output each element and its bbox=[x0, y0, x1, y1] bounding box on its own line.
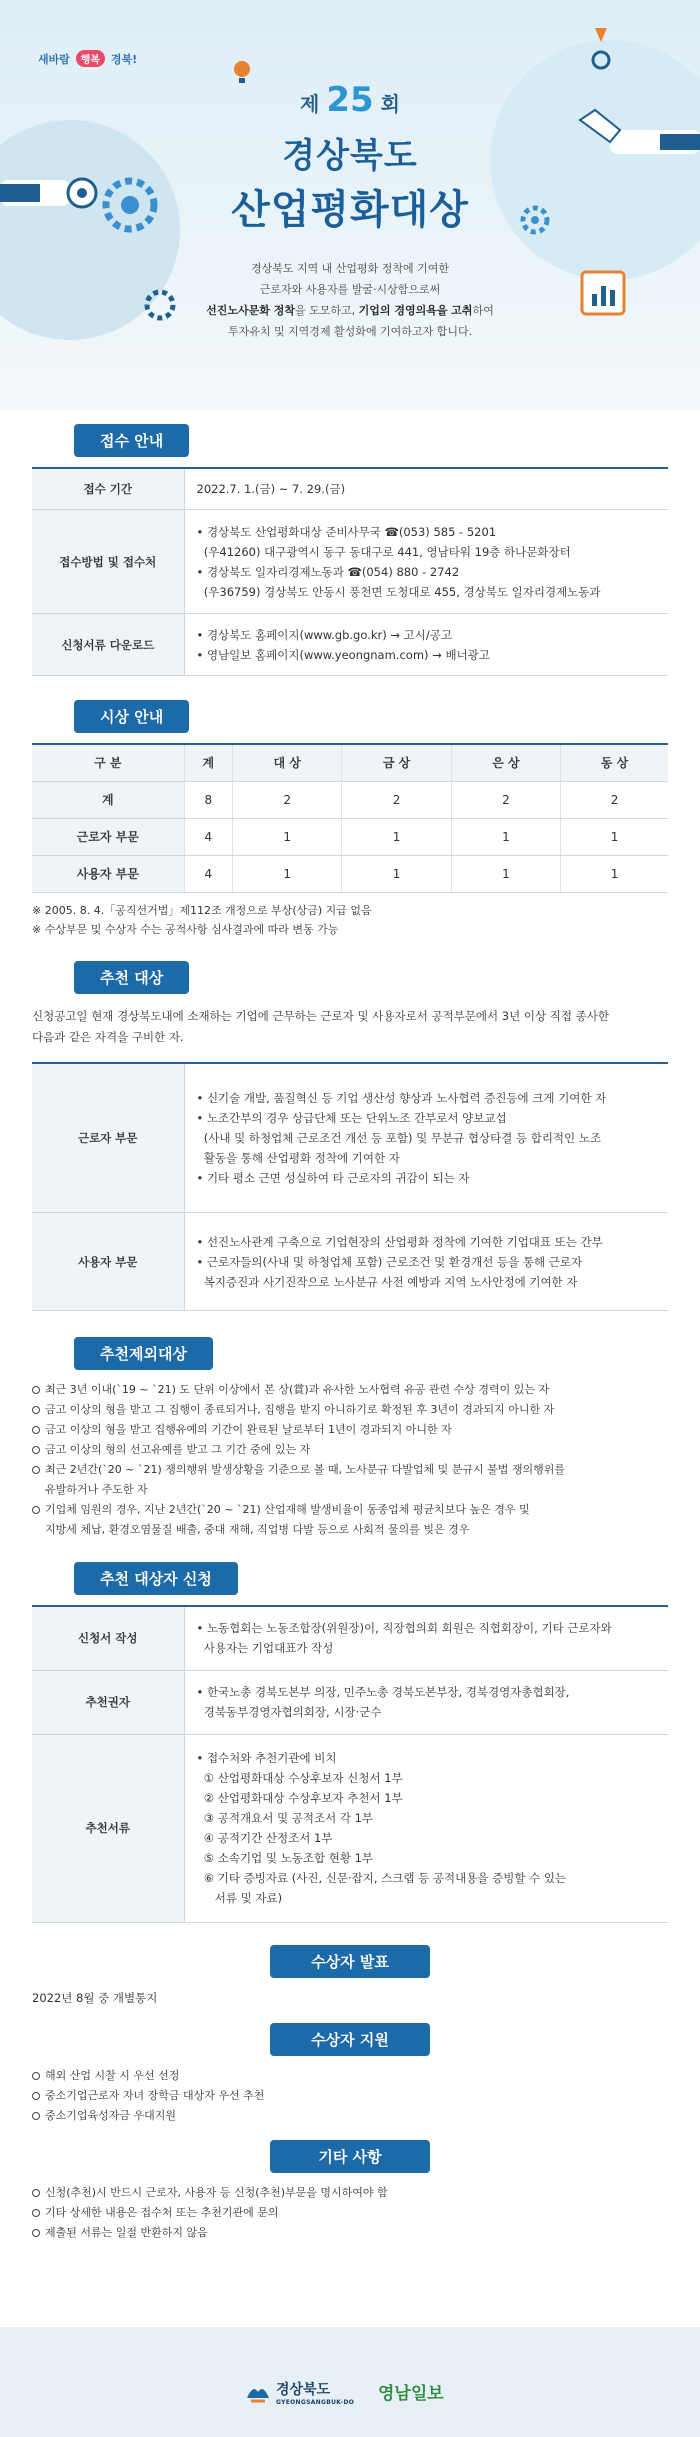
slogan-logo bbox=[38, 50, 137, 67]
table-cell: 1 bbox=[233, 855, 342, 892]
section-title: 기타 사항 bbox=[270, 2140, 430, 2173]
apply-table bbox=[32, 1605, 668, 1923]
table-cell: 2 bbox=[561, 781, 668, 818]
table-cell: 1 bbox=[233, 818, 342, 855]
col-header: 금 상 bbox=[342, 744, 451, 781]
row-label: 계 bbox=[32, 781, 184, 818]
table-cell: 1 bbox=[561, 818, 668, 855]
intro-text bbox=[0, 258, 700, 342]
section-title: 수상자 발표 bbox=[270, 1945, 430, 1978]
reception-section bbox=[0, 424, 700, 676]
row-value bbox=[184, 1734, 668, 1922]
col-header: 구 분 bbox=[32, 744, 184, 781]
value-line: • 경상북도 산업평화대상 준비사무국 ☎(053) 585 - 5201 bbox=[196, 524, 497, 539]
row-label: 접수 기간 bbox=[32, 468, 184, 510]
eligible-intro bbox=[32, 1006, 668, 1048]
value-line: 2022.7. 1.(금) ~ 7. 29.(금) bbox=[196, 482, 346, 496]
edition-post: 회 bbox=[380, 92, 400, 116]
value-line: • 선진노사관계 구축으로 기업현장의 산업평화 정착에 기여한 기업대표 또는 간부 bbox=[196, 1234, 603, 1249]
row-value bbox=[184, 1213, 668, 1311]
table-cell: 2 bbox=[233, 781, 342, 818]
intro-line: 신청공고일 현재 경상북도내에 소재하는 기업에 근무하는 근로자 및 사용자로서 공적부문에서 3년 이상 직접 종사한 bbox=[32, 1008, 609, 1023]
list-item: 신청(추천)시 반드시 근로자, 사용자 등 신청(추천)부문을 명시하여야 함 bbox=[32, 2183, 668, 2203]
value-line: (사내 및 하청업체 근로조건 개선 등 포함) 및 무분규 협상타결 등 합리적인 노조 bbox=[196, 1130, 602, 1145]
intro-line: 다음과 같은 자격을 구비한 자. bbox=[32, 1029, 184, 1044]
value-line: • 경상북도 홈페이지(www.gb.go.kr) → 고시/공고 bbox=[196, 627, 452, 642]
value-line: 경북동부경영자협의회장, 시장·군수 bbox=[196, 1705, 382, 1719]
table-cell: 1 bbox=[342, 818, 451, 855]
value-line: • 노동협회는 노동조합장(위원장)이, 직장협의회 회원은 직협회장이, 기타 근로자와 bbox=[196, 1621, 612, 1636]
value-line: ⑤ 소속기업 및 노동조합 현황 1부 bbox=[196, 1851, 374, 1865]
row-label: 근로자 부문 bbox=[32, 1063, 184, 1213]
row-label: 근로자 부문 bbox=[32, 818, 184, 855]
value-line: • 기타 평소 근면 성실하여 타 근로자의 귀감이 되는 자 bbox=[196, 1170, 470, 1185]
table-row bbox=[32, 1063, 668, 1213]
excluded-list bbox=[32, 1380, 668, 1540]
value-line: • 경상북도 일자리경제노동과 ☎(054) 880 - 2742 bbox=[196, 564, 460, 579]
table-cell: 1 bbox=[561, 855, 668, 892]
value-line: • 영남일보 홈페이지(www.yeongnam.com) → 배너광고 bbox=[196, 647, 490, 662]
row-value bbox=[184, 1606, 668, 1670]
list-item: 금고 이상의 형을 받고 그 집행이 종료되거나, 집행을 받지 아니하기로 확정된 후 3년이 경과되지 아니한 자 bbox=[32, 1400, 668, 1420]
section-title: 추천제외대상 bbox=[74, 1337, 213, 1370]
slogan-pre: 새바람 bbox=[38, 53, 70, 66]
row-label: 신청서류 다운로드 bbox=[32, 614, 184, 676]
etc-section bbox=[0, 2140, 700, 2243]
table-cell: 2 bbox=[451, 781, 560, 818]
value-line: 활동을 통해 산업평화 정착에 기여한 자 bbox=[196, 1150, 400, 1165]
row-label: 사용자 부문 bbox=[32, 1213, 184, 1311]
edition-num: 25 bbox=[326, 80, 374, 120]
table-header-row bbox=[32, 744, 668, 781]
logo1-text: 경상북도 bbox=[276, 2382, 331, 2398]
title-line2: 산업평화대상 bbox=[231, 187, 469, 233]
section-title: 시상 안내 bbox=[74, 700, 189, 733]
value-line: ① 산업평화대상 수상후보자 신청서 1부 bbox=[196, 1771, 403, 1785]
list-item: 제출된 서류는 일절 반환하지 않음 bbox=[32, 2223, 668, 2243]
row-value bbox=[184, 510, 668, 614]
slogan-post: 경북! bbox=[110, 53, 138, 66]
value-line: • 접수처와 추천기관에 비치 bbox=[196, 1751, 337, 1765]
row-label: 사용자 부문 bbox=[32, 855, 184, 892]
yeongnam-logo bbox=[378, 2379, 444, 2404]
table-row bbox=[32, 1213, 668, 1311]
reception-table bbox=[32, 467, 668, 676]
note-line: ※ 수상부문 및 수상자 수는 공적사항 심사결과에 따라 변동 가능 bbox=[32, 922, 339, 936]
row-label: 추천서류 bbox=[32, 1734, 184, 1922]
value-line: ③ 공적개요서 및 공적조서 각 1부 bbox=[196, 1811, 374, 1825]
title-line1: 경상북도 bbox=[282, 136, 418, 176]
table-row bbox=[32, 614, 668, 676]
table-cell: 1 bbox=[451, 855, 560, 892]
col-header: 동 상 bbox=[561, 744, 668, 781]
list-item: 중소기업육성자금 우대지원 bbox=[32, 2106, 668, 2126]
col-header: 대 상 bbox=[233, 744, 342, 781]
table-row bbox=[32, 1670, 668, 1734]
intro-line-bold bbox=[0, 300, 700, 321]
list-item: 기업체 임원의 경우, 지난 2년간(`20 ~ `21) 산업재해 발생비율이 동종업체 평균치보다 높은 경우 및 지방세 체납, 환경오염물질 배출, 중대 재해, 직업병 다발 등으로 사회적 물의를 빚은 경우 bbox=[32, 1500, 668, 1540]
gyeongbuk-emblem-icon bbox=[245, 2382, 271, 2404]
table-row bbox=[32, 510, 668, 614]
row-value bbox=[184, 614, 668, 676]
table-row bbox=[32, 781, 668, 818]
support-list bbox=[32, 2066, 668, 2126]
list-item: 해외 산업 시찰 시 우선 선정 bbox=[32, 2066, 668, 2086]
table-row bbox=[32, 855, 668, 892]
value-line: 서류 및 자료) bbox=[196, 1891, 283, 1905]
hero-banner bbox=[0, 0, 700, 410]
value-line: (우41260) 대구광역시 동구 동대구로 441, 영남타워 19층 하나문화장터 bbox=[196, 544, 571, 559]
value-line: 복지증진과 사기진작으로 노사분규 사전 예방과 지역 노사안정에 기여한 자 bbox=[196, 1274, 578, 1289]
row-value bbox=[184, 1670, 668, 1734]
intro-bold: 선진노사문화 정착 bbox=[206, 304, 296, 317]
slogan-heart: 행복 bbox=[76, 50, 105, 67]
support-section bbox=[0, 2023, 700, 2126]
intro-line: 투자유치 및 지역경제 활성화에 기여하고자 합니다. bbox=[227, 325, 473, 338]
note-line: ※ 2005. 8. 4.「공직선거법」제112조 개정으로 부상(상금) 지급 없음 bbox=[32, 903, 372, 917]
list-item: 금고 이상의 형의 선고유예를 받고 그 기간 중에 있는 자 bbox=[32, 1440, 668, 1460]
table-cell: 1 bbox=[342, 855, 451, 892]
edition-pre: 제 bbox=[300, 92, 320, 116]
section-title: 접수 안내 bbox=[74, 424, 189, 457]
section-title: 수상자 지원 bbox=[270, 2023, 430, 2056]
col-header: 계 bbox=[184, 744, 233, 781]
section-title: 추천 대상 bbox=[74, 961, 189, 994]
awards-table bbox=[32, 743, 668, 893]
list-item: 기타 상세한 내용은 접수처 또는 추천기관에 문의 bbox=[32, 2203, 668, 2223]
apply-section bbox=[0, 1562, 700, 1923]
row-label: 접수방법 및 접수처 bbox=[32, 510, 184, 614]
list-item: 최근 3년 이내(`19 ~ `21) 도 단위 이상에서 본 상(賞)과 유사한 노사협력 유공 관련 수상 경력이 있는 자 bbox=[32, 1380, 668, 1400]
intro-line: 경상북도 지역 내 산업평화 정착에 기여한 bbox=[250, 262, 450, 275]
logo2-text: 영남일보 bbox=[378, 2384, 444, 2404]
row-label: 추천권자 bbox=[32, 1670, 184, 1734]
list-item: 최근 2년간(`20 ~ `21) 쟁의행위 발생상황을 기준으로 볼 때, 노사분규 다발업체 및 분규시 불법 쟁의행위를 유발하거나 주도한 자 bbox=[32, 1460, 668, 1500]
table-cell: 4 bbox=[184, 818, 233, 855]
row-value bbox=[184, 1063, 668, 1213]
row-label: 신청서 작성 bbox=[32, 1606, 184, 1670]
intro-bold: 기업의 경영의욕을 고취 bbox=[358, 304, 473, 317]
table-row bbox=[32, 818, 668, 855]
list-item: 금고 이상의 형을 받고 집행유예의 기간이 완료된 날로부터 1년이 경과되지 아니한 자 bbox=[32, 1420, 668, 1440]
value-line: ⑥ 기타 증빙자료 (사진, 신문·잡지, 스크랩 등 공적내용을 증빙할 수 있는 bbox=[196, 1871, 567, 1885]
intro-mid: 을 도모하고, bbox=[295, 304, 356, 317]
table-row bbox=[32, 1734, 668, 1922]
etc-list bbox=[32, 2183, 668, 2243]
gyeongbuk-logo bbox=[245, 2379, 354, 2406]
announce-section bbox=[0, 1945, 700, 2009]
table-row bbox=[32, 468, 668, 510]
value-line: (우36759) 경상북도 안동시 풍천면 도청대로 455, 경상북도 일자리경제노동과 bbox=[196, 584, 601, 599]
value-line: 사용자는 기업대표가 작성 bbox=[196, 1641, 334, 1656]
value-line: • 한국노총 경북도본부 의장, 민주노총 경북도본부장, 경북경영자총협회장, bbox=[196, 1685, 570, 1699]
intro-line: 근로자와 사용자를 발굴·시상함으로써 bbox=[259, 283, 441, 296]
table-cell: 8 bbox=[184, 781, 233, 818]
table-cell: 1 bbox=[451, 818, 560, 855]
section-title: 추천 대상자 신청 bbox=[74, 1562, 238, 1595]
eligible-section bbox=[0, 961, 700, 1312]
excluded-section bbox=[0, 1337, 700, 1540]
announce-text: 2022년 8월 중 개별통지 bbox=[32, 1990, 158, 2005]
intro-end: 하여 bbox=[472, 304, 494, 317]
table-cell: 4 bbox=[184, 855, 233, 892]
value-line: • 근로자들의(사내 및 하청업체 포함) 근로조건 및 환경개선 등을 통해 근로자 bbox=[196, 1254, 583, 1269]
awards-notes bbox=[32, 901, 668, 939]
table-cell: 2 bbox=[342, 781, 451, 818]
logo1-subtext: GYEONGSANGBUK-DO bbox=[276, 2399, 355, 2406]
value-line: • 노조간부의 경우 상급단체 또는 단위노조 간부로서 양보교섭 bbox=[196, 1110, 507, 1125]
list-item: 중소기업근로자 자녀 장학금 대상자 우선 추천 bbox=[32, 2086, 668, 2106]
col-header: 은 상 bbox=[451, 744, 560, 781]
value-line: ② 산업평화대상 수상후보자 추천서 1부 bbox=[196, 1791, 403, 1805]
eligible-table bbox=[32, 1062, 668, 1312]
table-row bbox=[32, 1606, 668, 1670]
row-value bbox=[184, 468, 668, 510]
pin-icon bbox=[535, 20, 625, 80]
edition-number bbox=[0, 80, 700, 120]
footer bbox=[0, 2327, 700, 2437]
value-line: • 신기술 개발, 품질혁신 등 기업 생산성 향상과 노사협력 증진등에 크게 기여한 자 bbox=[196, 1090, 607, 1105]
awards-section bbox=[0, 700, 700, 939]
value-line: ④ 공적기간 산정조서 1부 bbox=[196, 1831, 333, 1845]
